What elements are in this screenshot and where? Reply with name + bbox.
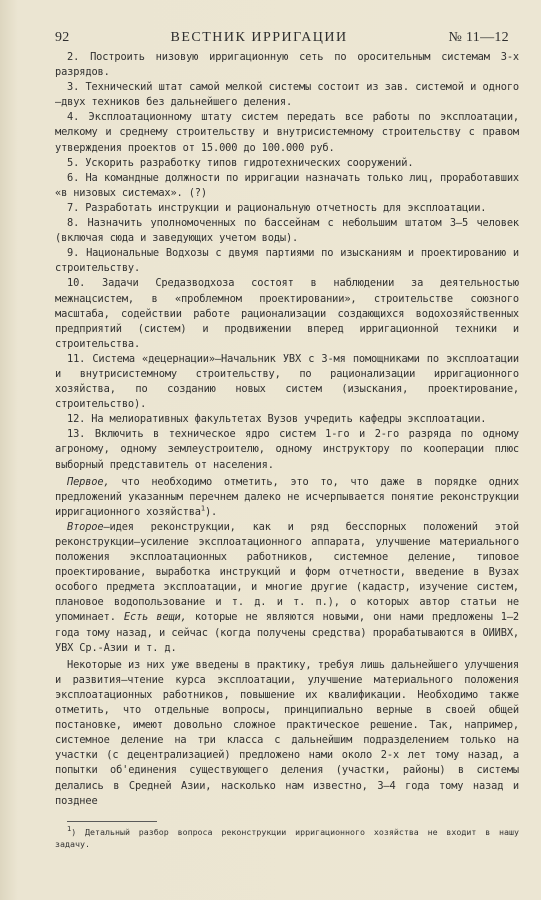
list-item-2: 2. Построить низовую ирригационную сеть по оросительным системам 3-х разрядов. [55,51,519,79]
list-item-9: 9. Национальные Водхозы с двумя партиями по изысканиям и проектированию и строительству. [55,247,519,275]
list-item-10: 10. Задачи Средазводхоза состоят в наблюдении за деятельностью межнацсистем, в «проблемном проектировании», строительстве союзного масштаба, содействии работе рационализации создающихся водохозяйственных предприятий (систем) и продвижении вперед ирригационной техники и строительства. [55,277,519,350]
article-body [55,50,519,809]
footnote-text: ) Детальный разбор вопроса реконструкции ирригационного хозяйства не входит в нашу задачу. [55,826,519,849]
list-item-3: 3. Технический штат самой мелкой системы состоит из зав. системой и одного—двух техников без дальнейшего деления. [55,81,519,109]
list-item-13: 13. Включить в техническое ядро систем 1-го и 2-го разряда по одному агроному, одному землеустроителю, одному инструктору по кооперации плюс выборный представитель от населения. [55,428,519,471]
paragraph-second-emphasis: Есть вещи, [123,611,187,624]
footnote-divider [67,821,157,822]
list-item-4: 4. Эксплоатационному штату систем передать все работы по эксплоатации, мелкому и среднему строительству и внутрисистемному строительству с правом утверждения проектов от 15.000 до 100.000 руб. [55,111,519,154]
footnote [55,826,519,850]
page-number: 92 [55,30,70,45]
list-item-5: 5. Ускорить разработку типов гидротехнических сооружений. [67,156,414,169]
paragraph-first-lead: Первое, [67,475,110,488]
paragraph-second-text-2: которые не являются новыми, они нами предложены 1—2 года тому назад, и сейчас (когда получены средства) прорабатываются в ОИИВХ, УВХ Ср.-Азии и т. д. [55,611,519,654]
paragraph-second [55,520,519,656]
paragraph-second-lead: Второе [67,520,104,533]
list-item-12: 12. На мелиоративных факультетах Вузов учредить кафедры эксплоатации. [67,413,487,426]
journal-title: ВЕСТНИК ИРРИГАЦИИ [170,30,348,45]
list-item-11: 11. Система «децернации»—Начальник УВХ с 3-мя помощниками по эксплоатации и внутрисистемному строительству, по рационализации ирригационного хозяйства, по созданию новых систем (изыскания, проектирование, строительство). [55,352,519,411]
paragraph-third: Некоторые из них уже введены в практику, требуя лишь дальнейшего улучшения и развития—чтение курса эксплоатации, улучшение материального положения эксплоатационных работников, повышение их квалификации. Необходимо также отметить, что отдельные вопросы, принципиально верные в своей общей постановке, имеют довольно сложное практическое решение. Так, например, системное деление на три класса с дальнейшим подразделением только на участки (с децентрализацией) предложено нами около 2-х лет тому назад, а попытки об'единения существующего деления (участки, районы) в системы делались в Средней Азии, насколько нам известно, 3—4 года тому назад и позднее [55,658,519,807]
list-item-6: 6. На командные должности по ирригации назначать только лиц, проработавших «в низовых системах». (?) [55,171,519,199]
issue-number: № 11—12 [448,30,509,45]
footnote-ref: 1 [200,504,205,513]
list-item-8: 8. Назначить уполномоченных по бассейнам с небольшим штатом 3—5 человек (включая сюда и заведующих учетом воды). [55,217,519,245]
footnote-mark: 1 [67,824,72,833]
paragraph-first [55,475,519,520]
paragraph-first-text: что необходимо отметить, это то, что даже в порядке одних предложений указанным перечнем далеко не исчерпывается понятие реконструкции ирригационного хозяйства [55,475,519,518]
paragraph-second-text-1: —идея реконструкции, как и ряд бесспорных положений этой реконструкции—усиление эксплоатационного аппарата, улучшение материального положения эксплоатационных работников, системное деление, типовое проектирование, выработка инструкций и форм отчетности, введение в Вузах особого предмета эксплоатации, и многие другие (кадастр, изучение систем, плановое водопользование и т. д. и т. п.), о которых автор статьи не упоминает. [55,520,519,624]
list-item-7: 7. Разработать инструкции и рациональную отчетность для эксплоатации. [67,201,487,214]
paragraph-first-tail: ). [204,505,218,518]
running-head [55,30,519,46]
